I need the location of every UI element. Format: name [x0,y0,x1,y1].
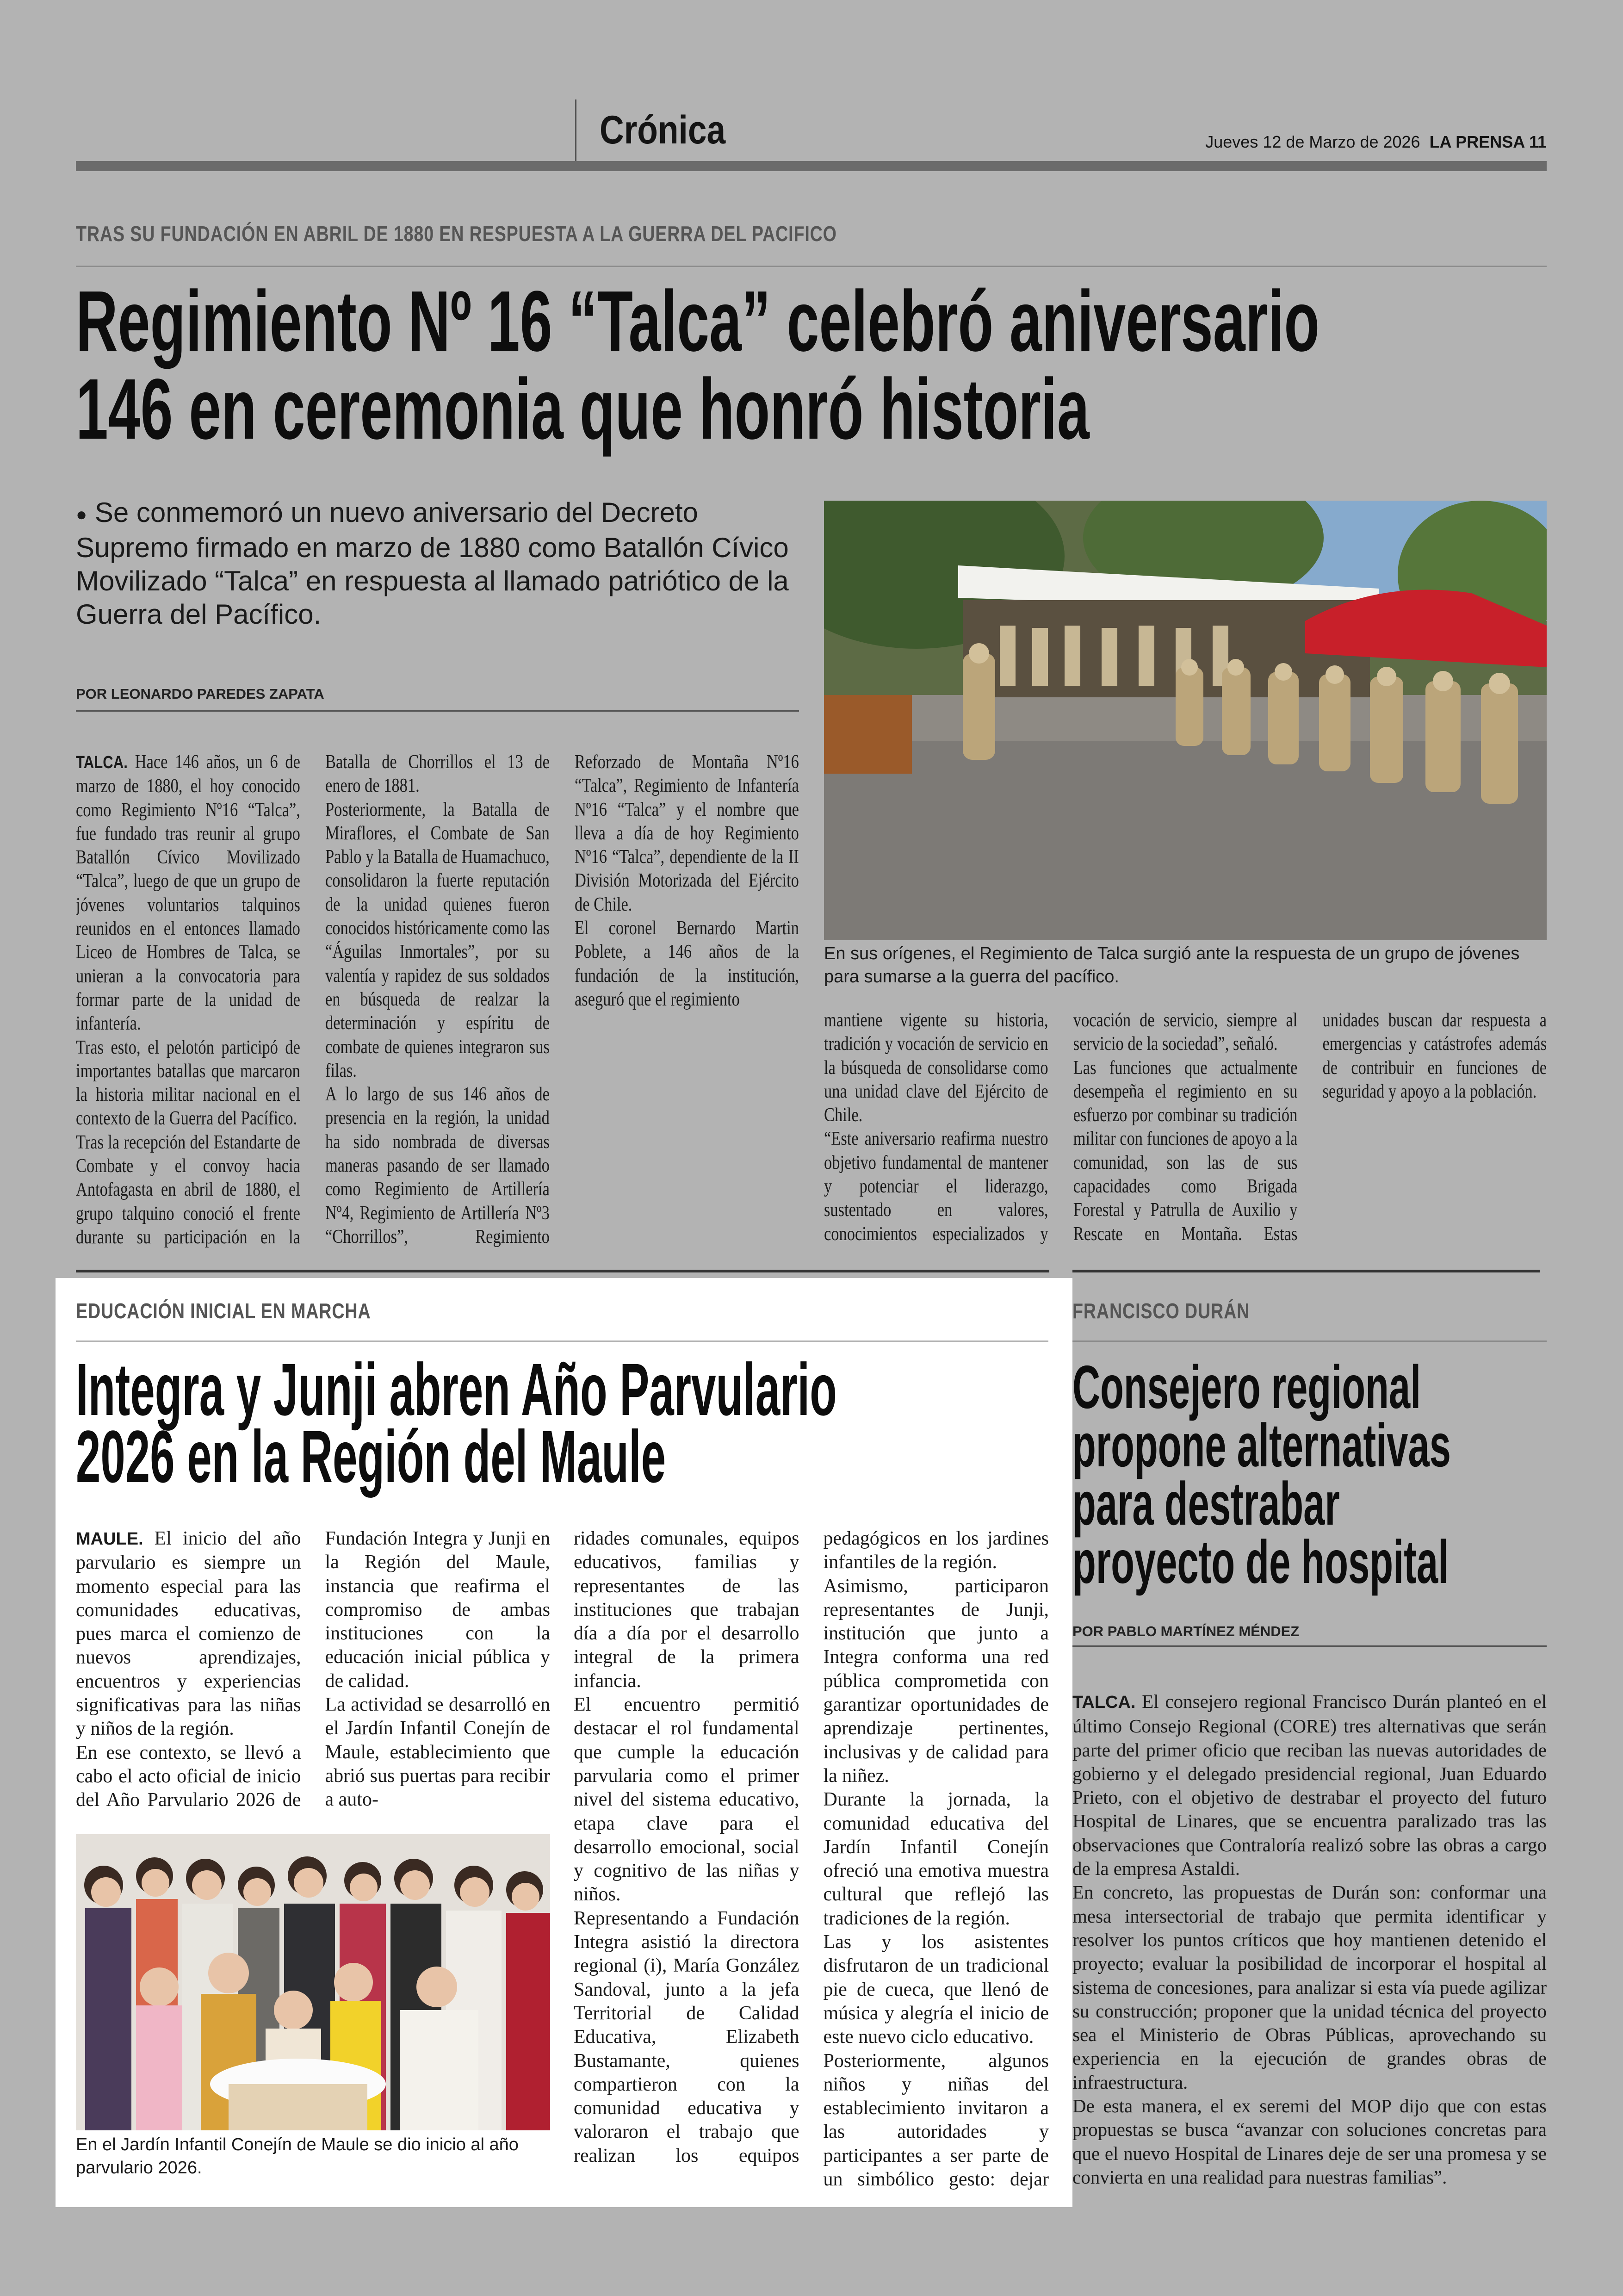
article1-body-b [824,1009,1547,1249]
section-rule-right [1072,1270,1540,1272]
paragraph-text: Hace 146 años, un 6 de marzo de 1880, el hoy conocido como Regimiento Nº16 “Talca”, fue fundado tras reunir al grupo Batallón Cívico Movilizado “Talca”, luego de que un grupo de jóvenes voluntarios talquinos reunidos en el entonces llamado Liceo de Hombres de Talca, se unieran a la convocatoria para formar parte de la unidad de infantería. [76,751,300,1035]
article1-lead [76,496,802,631]
paragraph: Posteriormente, algunos niños y niñas del establecimiento invitaron a las autoridades y participantes a ser parte de un simbólico gesto: dejar [823,2050,1049,2191]
paragraph-text: El consejero regional Francisco Durán planteó en el último Consejo Regional (CORE) tres alternativas que serán parte del primer oficio que reciban las nuevas autoridades de gobierno y el delegado presidencial regional, Juan Eduardo Prieto, con el objetivo de destrabar el proyecto del futuro Hospital de Linares, que se encuentra paralizado tras las observaciones que Contraloría realizó sobre las obras a cargo de la empresa Astaldi. [1072,1691,1547,1880]
kicker-text: TRAS SU FUNDACIÓN EN ABRIL DE 1880 EN RESPUESTA A LA GUERRA DEL PACIFICO [76,222,837,246]
article1-headline[interactable] [76,273,1623,457]
article1-photo-caption: En sus orígenes, el Regimiento de Talca surgió ante la respuesta de un grupo de jóvenes para sumarse a la guerra del pacífico. [824,944,1520,987]
paragraph: Durante la jornada, la comunidad educativa del Jardín Infantil Conejín ofreció una emotiva muestra cultural que reflejó las tradiciones de la región. [823,1789,1049,1929]
paragraph: A lo largo de sus 146 años de presencia en la región, la unidad ha sido nombrada de diversas maneras pasando de ser llamado como Regimiento de Artillería Nº4, Regimiento de Artillería Nº3 “Chorrillos”, Regimiento Reforzado de Montaña Nº16 “Talca”, Regimiento de Infantería Nº16 “Talca” y el nombre que lleva a día de hoy Regimiento Nº16 “Talca”, dependiente de la II División Motorizada del Ejército de Chile. [325,751,799,1247]
paragraph: Tras la recepción del Estandarte de Combate y el convoy hacia Antofagasta en abril de 1880, el grupo talquino conoció el frente durante su participación en la Batalla de Chorrillos el 13 de enero de 1881. [76,751,550,1248]
article2-photo-caption: En el Jardín Infantil Conejín de Maule se dio inicio al año parvulario 2026. [76,2135,519,2178]
paragraph [76,751,300,1036]
article2-body-a [76,1527,550,1814]
article2-kicker [76,1298,436,1323]
article2-body-b [574,1527,1049,2193]
dateline: TALCA. [76,753,128,772]
paragraph: Las y los asistentes disfrutaron de un tradicional pie de cueca, que llenó de música y alegría el inicio de este nuevo ciclo educativo. [823,1931,1049,2048]
bullet-icon: ● [76,504,87,525]
headline-line: proyecto de hospital [1072,1528,1449,1596]
paragraph [76,1527,301,1741]
kicker-rule [1072,1340,1547,1342]
article3-kicker [1072,1298,1288,1323]
paragraph: El coronel Bernardo Martin Poblete, a 146 años de la fundación de la institución, aseguró que el regimiento [575,918,799,1010]
headline-line: Regimiento Nº 16 “Talca” celebró aniversario [76,273,1320,369]
kicker-text: FRANCISCO DURÁN [1072,1299,1250,1323]
paragraph: Asimismo, participaron representantes de Junji, institución que junto a Integra conforma una red pública comprometida con garantizar oportunidades de aprendizaje pertinentes, inclusivas y de calidad para la niñez. [823,1575,1049,1787]
section-title [600,107,748,153]
kicker-rule [76,1340,1048,1342]
lead-text: Se conmemoró un nuevo aniversario del Decreto Supremo firmado en marzo de 1880 como Batallón Cívico Movilizado “Talca” en respuesta al llamado patriótico de la Guerra del Pacífico. [76,497,789,630]
article3-body [1072,1690,1547,2190]
section-title-text: Crónica [600,108,726,152]
headline-line: 146 en ceremonia que honró historia [76,361,1090,457]
header-divider [575,99,576,162]
headline-line: propone alternativas [1072,1411,1451,1479]
paragraph: “Este aniversario reafirma nuestro objetivo fundamental de mantener y potenciar el liderazgo, sustentado en valores, conocimientos especializados y vocación de servicio, siempre al servicio de la sociedad”, señaló. [824,1010,1298,1245]
paragraph: Posteriormente, la Batalla de Miraflores, el Combate de San Pablo y la Batalla de Huamachuco, consolidaron la fuerte reputación de la unidad quienes fueron conocidos históricamente como las “Águilas Inmortales”, por su valentía y rapidez de sus soldados en búsqueda de realzar la determinación y espíritu de combate de quienes integraron sus filas. [325,799,550,1081]
headline-line: Integra y Junji abren Año Parvulario [76,1348,837,1431]
byline-rule [76,710,799,712]
paragraph: ridades comunales, equipos educativos, familias y representantes de las instituciones que trabajan día a día por el desarrollo integral de la primera infancia. [574,1528,799,1692]
paragraph: mantiene vigente su historia, tradición y vocación de servicio en la búsqueda de consolidarse como una unidad clave del Ejército de Chile. [824,1010,1048,1126]
article3-headline[interactable] [1072,1353,1623,1596]
paragraph: La actividad se desarrolló en el Jardín Infantil Conejín de Maule, establecimiento que abrió sus puertas para recibir a auto- [325,1694,550,1811]
issue-date: Jueves 12 de Marzo de 2026 [1205,132,1420,151]
kindergarten-group-image [76,1834,550,2130]
paper-page: LA PRENSA 11 [1429,132,1547,151]
article1-photo [824,501,1547,940]
headline-line: Consejero regional [1072,1353,1421,1421]
paragraph [1072,1690,1547,1880]
military-parade-image [824,501,1547,940]
section-rule-left [76,1270,1049,1272]
paragraph: El encuentro permitió destacar el rol fundamental que cumple la educación parvularia como el primer nivel del sistema educativo, etapa clave para el desarrollo emocional, social y cognitivo de las niñas y niños. [574,1694,799,1905]
byline-rule [1072,1645,1547,1647]
kicker-rule [76,266,1547,267]
article1-body-a [76,751,799,1255]
paragraph: De esta manera, el ex seremi del MOP dijo que con estas propuestas se busca “avanzar con soluciones concretas para que el nuevo Hospital de Linares deje de ser una promesa y se convierta en una realidad para nuestras familias”. [1072,2095,1547,2188]
dateline: TALCA. [1072,1693,1136,1712]
header-bar [76,161,1547,171]
kicker-text: EDUCACIÓN INICIAL EN MARCHA [76,1299,371,1323]
article1-kicker [76,221,1004,246]
headline-line: 2026 en la Región del Maule [76,1415,666,1498]
article1-byline: POR LEONARDO PAREDES ZAPATA [76,686,324,702]
paragraph: En ese contexto, se llevó a cabo el acto oficial de inicio del Año Parvulario 2026 de Fundación Integra y Junji en la Región del Maule, instancia que reafirma el compromiso de ambas instituciones con la educación inicial pública y de calidad. [76,1528,550,1811]
headline-line: para destrabar [1072,1470,1340,1538]
paragraph-text: El inicio del año parvulario es siempre un momento especial para las comunidades educativas, pues marca el comienzo de nuevos aprendizajes, encuentros y experiencias significativas para las niñas y niños de la región. [76,1528,301,1740]
article3-byline: POR PABLO MARTÍNEZ MÉNDEZ [1072,1623,1300,1639]
paragraph: En concreto, las propuestas de Durán son: conformar una mesa intersectorial de trabajo que permita identificar y resolver los puntos críticos que hoy mantienen detenido el proyecto; evaluar la posibilidad de incorporar el hospital al sistema de concesiones, para analizar si esta vía puede agilizar su construcción; proponer que la unidad técnica del proyecto sea el Ministerio de Obras Públicas, aprovechando su experiencia en la ejecución de grandes obras de infraestructura. [1072,1881,1547,2093]
paragraph: Tras esto, el pelotón participó de importantes batallas que marcaron la historia militar nacional en el contexto de la Guerra del Pacífico. [76,1036,300,1129]
paragraph: Las funciones que actualmente desempeña el regimiento en su esfuerzo por combinar su tradición militar con funciones de apoyo a la comunidad, son las de sus capacidades como Brigada Forestal y Patrulla de Auxilio y Rescate en Montaña. Estas unidades buscan dar respuesta a emergencias y catástrofes además de contribuir en funciones de seguridad y apoyo a la población. [1073,1010,1547,1245]
dateline: MAULE. [76,1529,143,1549]
page-date-line [1205,132,1547,152]
paragraph: Representando a Fundación Integra asistió la directora regional (i), María González Sandoval, junto a la jefa Territorial de Calidad Educativa, Elizabeth Bustamante, quienes compartieron con la comunidad educativa y valoraron el trabajo que realizan los equipos pedagógicos en los jardines infantiles de la región. [574,1528,1049,2166]
article2-photo [76,1834,550,2130]
